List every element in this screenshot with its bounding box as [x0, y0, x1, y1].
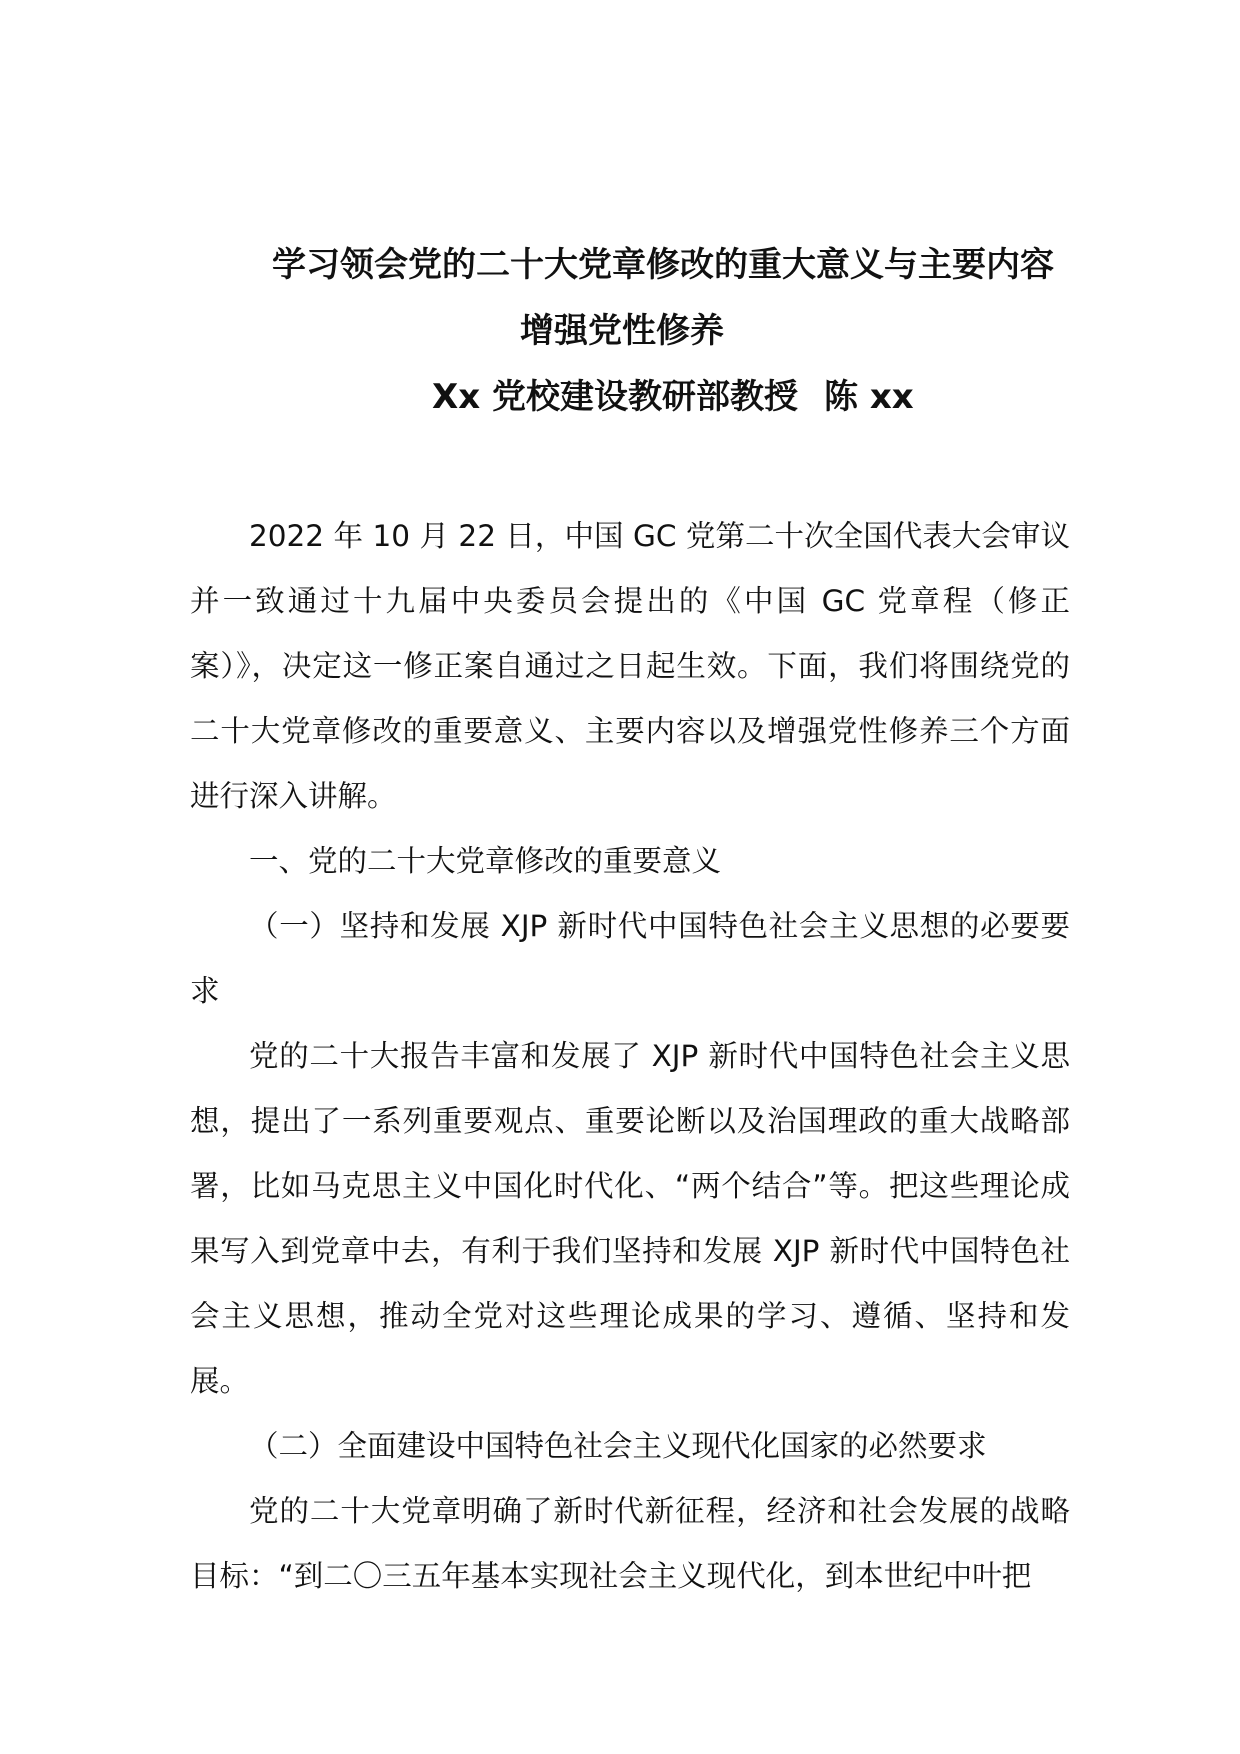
section-heading-1: 一、党的二十大党章修改的重要意义 — [249, 844, 722, 878]
paragraph-intro: 2022 年 10 月 22 日，中国 GC 党第二十次全国代表大会审议并一致通过十九届中央委员会提出的《中国 GC 党章程（修正案）》，决定这一修正案自通过之日起生效。下面，我们将围绕党的二十大党章修改的重要意义、主要内容以及增强党性修养三个方面进行深入讲解。 — [190, 519, 1070, 813]
document-subtitle: 增强党性修养 — [520, 311, 724, 351]
document-title: 学习领会党的二十大党章修改的重大意义与主要内容 — [272, 245, 1054, 285]
document-body — [190, 504, 1070, 1609]
author-organization: Xx 党校建设教研部教授 — [432, 377, 798, 417]
subsection-heading-2: （二）全面建设中国特色社会主义现代化国家的必然要求 — [249, 1429, 987, 1463]
paragraph-subsection-1: 党的二十大报告丰富和发展了 XJP 新时代中国特色社会主义思想，提出了一系列重要观点、重要论断以及治国理政的重大战略部署，比如马克思主义中国化时代化、“两个结合”等。把这些理论成果写入到党章中去，有利于我们坚持和发展 XJP 新时代中国特色社会主义思想，推动全党对这些理论成果的学习、遵循、坚持和发展。 — [190, 1039, 1070, 1398]
subsection-heading-1: （一）坚持和发展 XJP 新时代中国特色社会主义思想的必要要求 — [190, 909, 1070, 1008]
author-name: 陈 xx — [823, 377, 914, 417]
document-header — [190, 232, 1070, 430]
author-line — [432, 364, 1070, 430]
paragraph-subsection-2: 党的二十大党章明确了新时代新征程，经济和社会发展的战略目标：“到二〇三五年基本实现社会主义现代化，到本世纪中叶把 — [190, 1494, 1070, 1593]
